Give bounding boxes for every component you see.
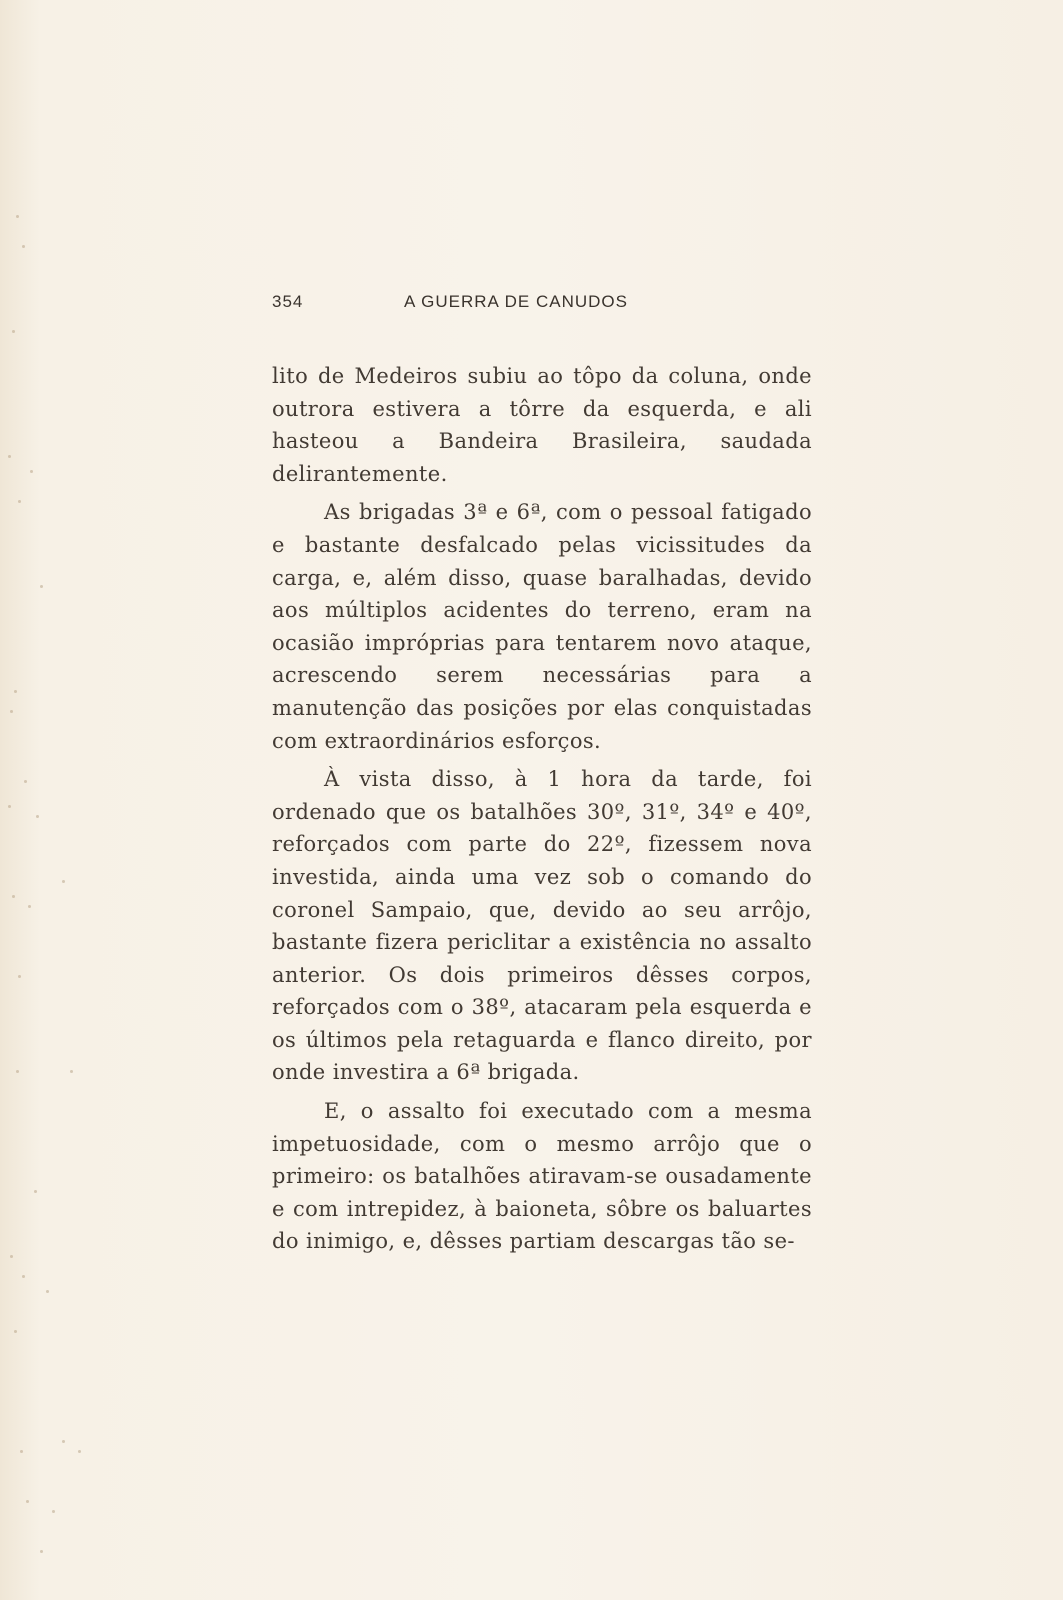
paragraph-3: À vista disso, à 1 hora da tarde, foi ordenado que os batalhões 30º, 31º, 34º e 40º, reforçados com parte do 22º, fizessem nova investida, ainda uma vez sob o comando do coronel Sampaio, que, devido ao seu arrôjo, bastante fizera periclitar a existência no assalto anterior. Os dois primeiros dêsses corpos, reforçados com o 38º, atacaram pela esquerda e os últimos pela retaguarda e flanco direito, por onde investira a 6ª brigada. bbox=[272, 767, 812, 1085]
page-number: 354 bbox=[272, 292, 304, 311]
paragraph-2: As brigadas 3ª e 6ª, com o pessoal fatigado e bastante desfalcado pelas vicissitudes da carga, e, além disso, quase baralhadas, devido aos múltiplos acidentes do terreno, eram na ocasião impróprias para tentarem novo ataque, acrescendo serem necessárias para a manutenção das posições por elas conquistadas com extraordinários esforços. bbox=[272, 500, 812, 753]
body-text bbox=[272, 360, 812, 1258]
running-title: A GUERRA DE CANUDOS bbox=[404, 292, 628, 311]
paragraph-1: lito de Medeiros subiu ao tôpo da coluna, onde outrora estivera a tôrre da esquerda, e ali hasteou a Bandeira Brasileira, saudada delirantemente. bbox=[272, 364, 812, 486]
page-edge-speckles bbox=[0, 0, 140, 1600]
paragraph-4: E, o assalto foi executado com a mesma impetuosidade, com o mesmo arrôjo que o primeiro: os batalhões atiravam-se ousadamente e com intrepidez, à baioneta, sôbre os baluartes do inimigo, e, dêsses partiam descargas tão se- bbox=[272, 1099, 812, 1254]
